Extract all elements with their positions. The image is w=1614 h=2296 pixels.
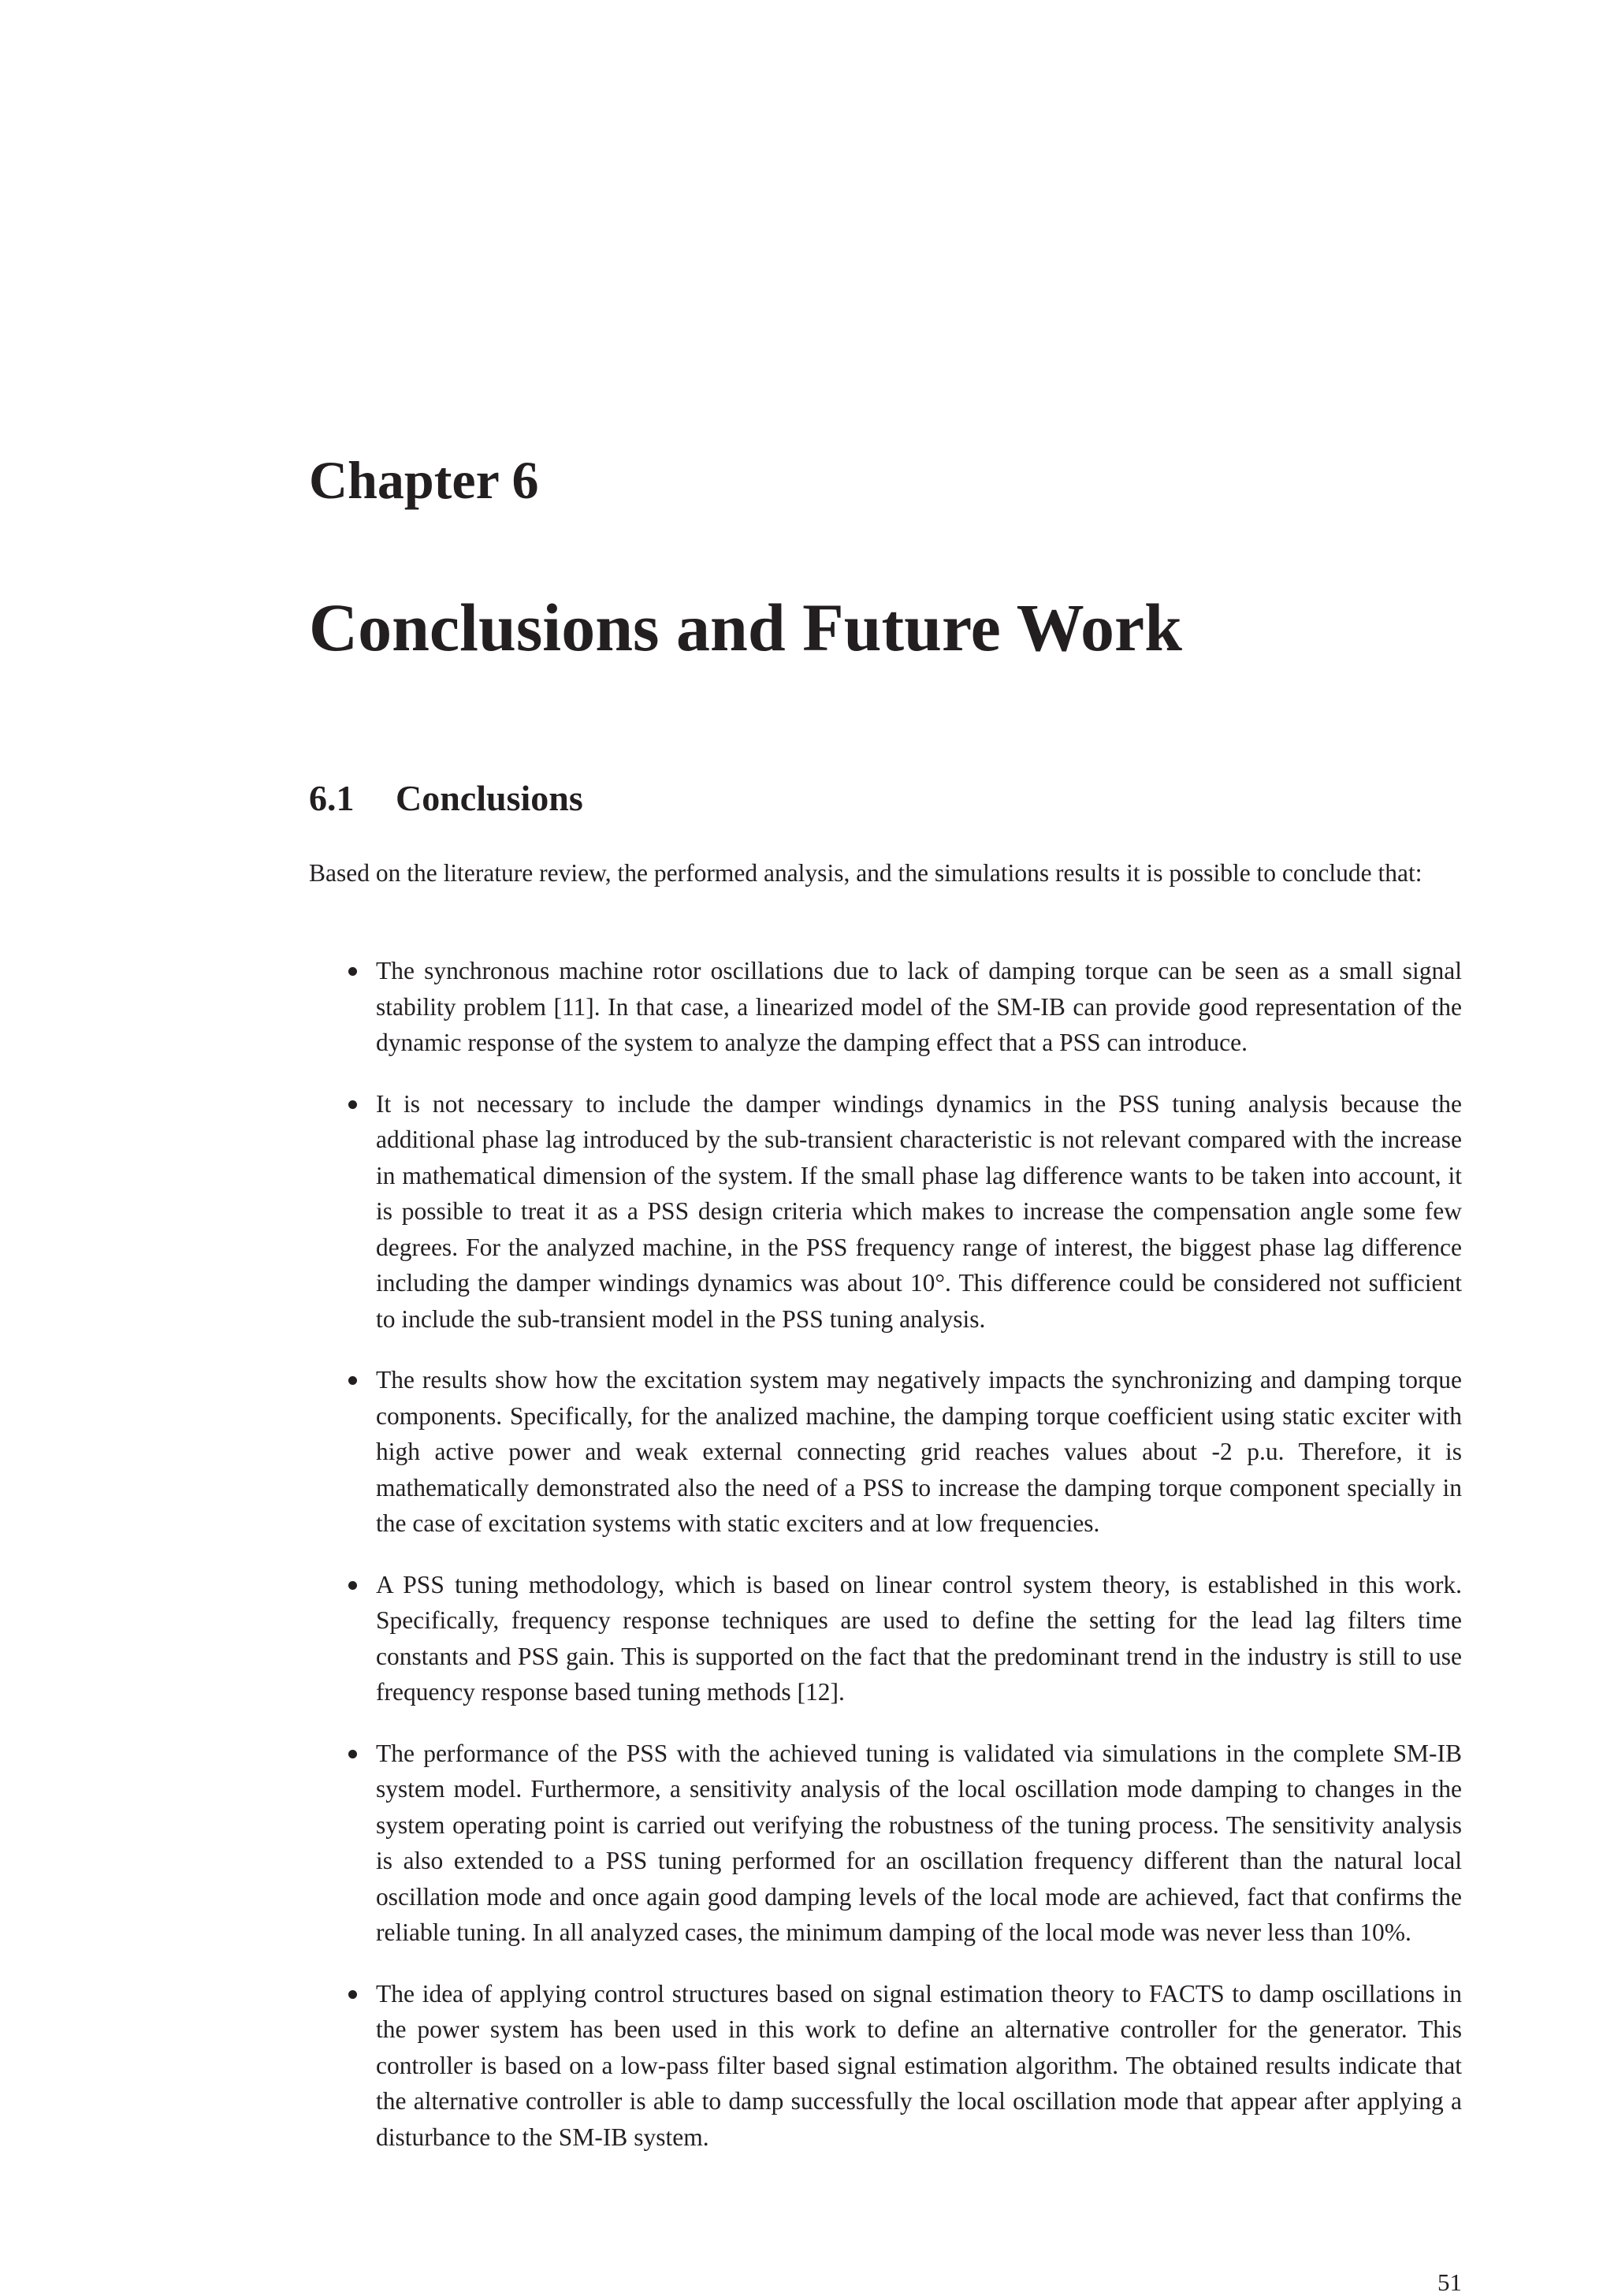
bullet-icon (348, 967, 357, 976)
list-item-text: It is not necessary to include the damper windings dynamics in the PSS tuning analysis because the additional phase lag introduced by the sub-transient characteristic is not relevant compared with the increase in mathematical dimension of the system. If the small phase lag difference wants to be taken into account, it is possible to treat it as a PSS design criteria which makes to increase the compensation angle some few degrees. For the analyzed machine, in the PSS frequency range of interest, the biggest phase lag difference including the damper windings dynamics was about 10°. This difference could be considered not sufficient to include the sub-transient model in the PSS tuning analysis. (376, 1089, 1462, 1333)
list-item-text: The performance of the PSS with the achieved tuning is validated via simulations in the complete SM-IB system model. Furthermore, a sensitivity analysis of the local oscillation mode damping to changes in the system operating point is carried out verifying the robustness of the tuning process. The sensitivity analysis is also extended to a PSS tuning performed for an oscillation frequency different than the natural local oscillation mode and once again good damping levels of the local mode are achieved, fact that confirms the reliable tuning. In all analyzed cases, the minimum damping of the local mode was never less than 10%. (376, 1739, 1462, 1946)
list-item (309, 1976, 1462, 2156)
conclusions-list (309, 953, 1462, 2180)
list-item (309, 1362, 1462, 1542)
page-number: 51 (1437, 2268, 1462, 2296)
list-item (309, 1736, 1462, 1951)
list-item-text: The synchronous machine rotor oscillations due to lack of damping torque can be seen as a small signal stability problem [11]. In that case, a linearized model of the SM-IB can provide good representation of the dynamic response of the system to analyze the damping effect that a PSS can introduce. (376, 957, 1462, 1056)
list-item-text: The idea of applying control structures based on signal estimation theory to FACTS to damp oscillations in the power system has been used in this work to define an alternative controller for the generator. This controller is based on a low-pass filter based signal estimation algorithm. The obtained results indicate that the alternative controller is able to damp successfully the local oscillation mode that appear after applying a disturbance to the SM-IB system. (376, 1979, 1462, 2151)
bullet-icon (348, 1990, 357, 1999)
section-heading (309, 780, 583, 817)
section-number: 6.1 (309, 778, 355, 818)
list-item (309, 953, 1462, 1061)
chapter-label: Chapter 6 (309, 450, 539, 510)
list-item (309, 1086, 1462, 1338)
list-item-text: The results show how the excitation system may negatively impacts the synchronizing and damping torque components. Specifically, for the analized machine, the damping torque coefficient using static exciter with high active power and weak external connecting grid reaches values about -2 p.u. Therefore, it is mathematically demonstrated also the need of a PSS to increase the damping torque component specially in the case of excitation systems with static exciters and at low frequencies. (376, 1366, 1462, 1537)
section-title: Conclusions (396, 778, 583, 818)
intro-paragraph: Based on the literature review, the performed analysis, and the simulations results it is possible to conclude that: (309, 859, 1422, 887)
bullet-icon (348, 1581, 357, 1590)
list-item (309, 1567, 1462, 1710)
bullet-icon (348, 1750, 357, 1758)
chapter-title: Conclusions and Future Work (309, 590, 1182, 665)
list-item-text: A PSS tuning methodology, which is based on linear control system theory, is established in this work. Specifically, frequency response techniques are used to define the setting for the lead lag filters time constants and PSS gain. This is supported on the fact that the predominant trend in the industry is still to use frequency response based tuning methods [12]. (376, 1570, 1462, 1706)
bullet-icon (348, 1100, 357, 1109)
bullet-icon (348, 1376, 357, 1385)
